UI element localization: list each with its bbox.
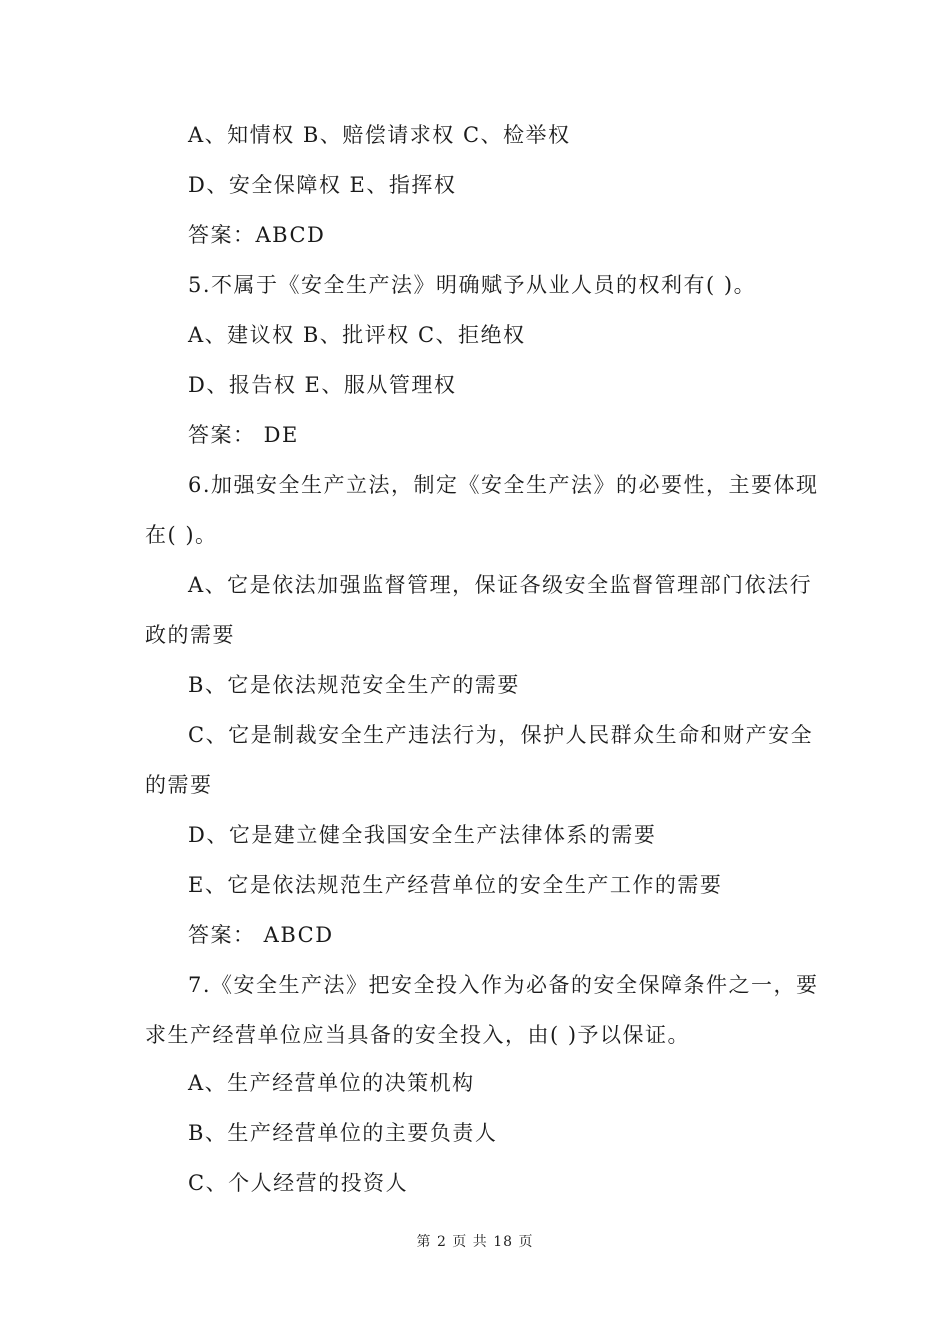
question-7-continued: 求生产经营单位应当具备的安全投入，由( )予以保证。 [145, 1023, 691, 1047]
option-line-4-de: D、安全保障权 E、指挥权 [188, 173, 457, 197]
option-6-d: D、它是建立健全我国安全生产法律体系的需要 [188, 823, 657, 847]
option-line-5-abc: A、建议权 B、批评权 C、拒绝权 [188, 323, 526, 347]
option-6-b: B、它是依法规范安全生产的需要 [188, 673, 520, 697]
option-6-e: E、它是依法规范生产经营单位的安全生产工作的需要 [188, 873, 723, 897]
option-6-c-continued: 的需要 [145, 773, 213, 797]
option-6-a: A、它是依法加强监督管理，保证各级安全监督管理部门依法行 [188, 573, 813, 597]
option-7-b: B、生产经营单位的主要负责人 [188, 1121, 498, 1145]
option-line-4-abc: A、知情权 B、赔偿请求权 C、检举权 [188, 123, 571, 147]
answer-4: 答案：ABCD [188, 223, 326, 247]
option-6-c: C、它是制裁安全生产违法行为，保护人民群众生命和财产安全 [188, 723, 814, 747]
answer-5: 答案： DE [188, 423, 299, 447]
question-6-continued: 在( )。 [145, 523, 218, 547]
question-6: 6.加强安全生产立法，制定《安全生产法》的必要性，主要体现 [188, 473, 819, 497]
option-7-a: A、生产经营单位的决策机构 [188, 1071, 475, 1095]
answer-6: 答案： ABCD [188, 923, 334, 947]
question-7: 7.《安全生产法》把安全投入作为必备的安全保障条件之一，要 [188, 973, 819, 997]
option-7-c: C、个人经营的投资人 [188, 1171, 409, 1195]
page-footer: 第 2 页 共 18 页 [416, 1234, 534, 1250]
question-5: 5.不属于《安全生产法》明确赋予从业人员的权利有( )。 [188, 273, 757, 297]
option-line-5-de: D、报告权 E、服从管理权 [188, 373, 457, 397]
option-6-a-continued: 政的需要 [145, 623, 235, 647]
